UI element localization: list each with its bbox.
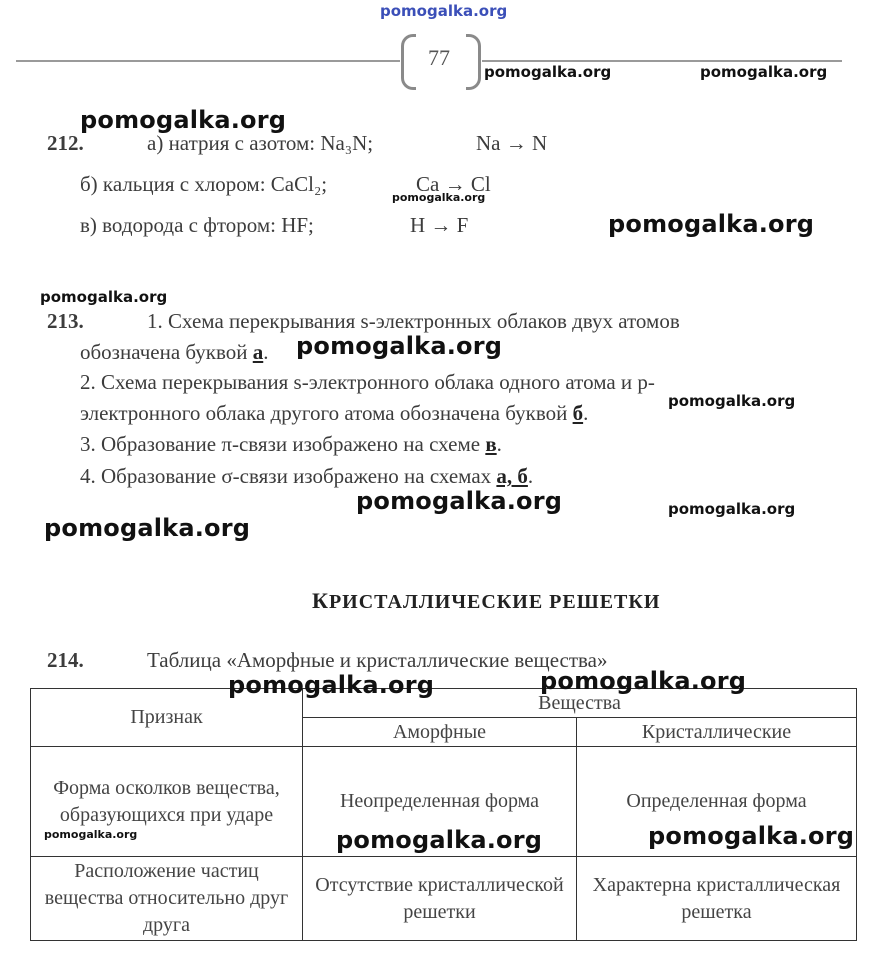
task212-scheme-b: Ca → Cl [416, 172, 491, 196]
task213-line-2-text: обозначена буквой [80, 340, 253, 364]
watermark: pomogalka.org [356, 487, 563, 515]
header-crystalline: Кристаллические [577, 718, 857, 747]
row2-amorphous: Отсутствие кристаллической решетки [303, 857, 577, 941]
watermark: pomogalka.org [392, 191, 486, 204]
task-number-213: 213. [47, 309, 84, 333]
task213-line-4 [80, 401, 588, 426]
header-substances: Вещества [303, 689, 857, 718]
header-rule-right [482, 60, 842, 62]
task213-line-2 [80, 340, 269, 365]
watermark: pomogalka.org [668, 500, 796, 518]
row1-crystalline: Определенная форма [577, 747, 857, 857]
watermark: pomogalka.org [668, 392, 796, 410]
section-title-rest: РИСТАЛЛИЧЕСКИЕ РЕШЕТКИ [328, 591, 661, 613]
watermark: pomogalka.org [296, 332, 503, 360]
task213-line-5-end: . [496, 432, 502, 456]
watermark: pomogalka.org [648, 822, 855, 850]
watermark: pomogalka.org [44, 514, 251, 542]
header-amorphous: Аморфные [303, 718, 577, 747]
watermark: pomogalka.org [228, 671, 435, 699]
task212-line-c: в) водорода с фтором: HF; [80, 213, 314, 237]
task213-line-5-text: 3. Образование π-связи изображено на схеме [80, 432, 486, 456]
task213-line-4-text: электронного облака другого атома обозначена буквой [80, 401, 573, 425]
task213-line-1: 1. Схема перекрывания s-электронных облаков двух атомов [147, 309, 680, 333]
watermark: pomogalka.org [540, 667, 747, 695]
task213-line-6 [80, 464, 533, 489]
page-number-bracket-right [466, 34, 481, 90]
task212-line-a: а) натрия с азотом: Na₃N; [147, 131, 374, 155]
row1-amorphous: Неопределенная форма [303, 747, 577, 857]
page-number: 77 [428, 45, 450, 70]
watermark: pomogalka.org [40, 288, 168, 306]
task-number-212: 212. [47, 131, 84, 155]
task213-line-2-end: . [263, 340, 269, 364]
answer-v: в [485, 432, 497, 456]
task212-line-b: б) кальция с хлором: CaCl₂; [80, 172, 328, 196]
task213-line-6-text: 4. Образование σ-связи изображено на схемах [80, 464, 497, 488]
substances-table [30, 688, 857, 941]
answer-a: а [252, 340, 264, 364]
top-watermark-link[interactable]: pomogalka.org [380, 2, 508, 20]
page-number-bracket-left [401, 34, 416, 90]
header-rule-left [16, 60, 400, 62]
row2-crystalline: Характерна кристаллическая решетка [577, 857, 857, 941]
watermark: pomogalka.org [80, 106, 287, 134]
section-title [312, 588, 660, 614]
answer-ab: а, б [496, 464, 528, 488]
row1-feature: Форма осколков вещества, образующихся при ударе [31, 747, 303, 857]
answer-b: б [572, 401, 584, 425]
task-number-214: 214. [47, 648, 84, 672]
watermark: pomogalka.org [700, 63, 828, 81]
task213-line-6-end: . [527, 464, 534, 488]
task213-line-3: 2. Схема перекрывания s-электронного облака одного атома и р- [80, 370, 655, 394]
header-feature: Признак [31, 689, 303, 747]
task213-line-5 [80, 432, 502, 457]
task212-scheme-a: Na → N [476, 131, 548, 155]
row2-feature: Расположение частиц вещества относительно друг друга [31, 857, 303, 941]
task213-line-4-end: . [583, 401, 589, 425]
watermark: pomogalka.org [608, 210, 815, 238]
watermark: pomogalka.org [484, 63, 612, 81]
task212-scheme-c: H → F [410, 213, 469, 237]
table-row [31, 857, 857, 941]
watermark: pomogalka.org [336, 826, 543, 854]
watermark: pomogalka.org [44, 828, 138, 841]
section-title-first: К [312, 588, 329, 613]
task214-caption: Таблица «Аморфные и кристаллические вещества» [147, 648, 608, 672]
